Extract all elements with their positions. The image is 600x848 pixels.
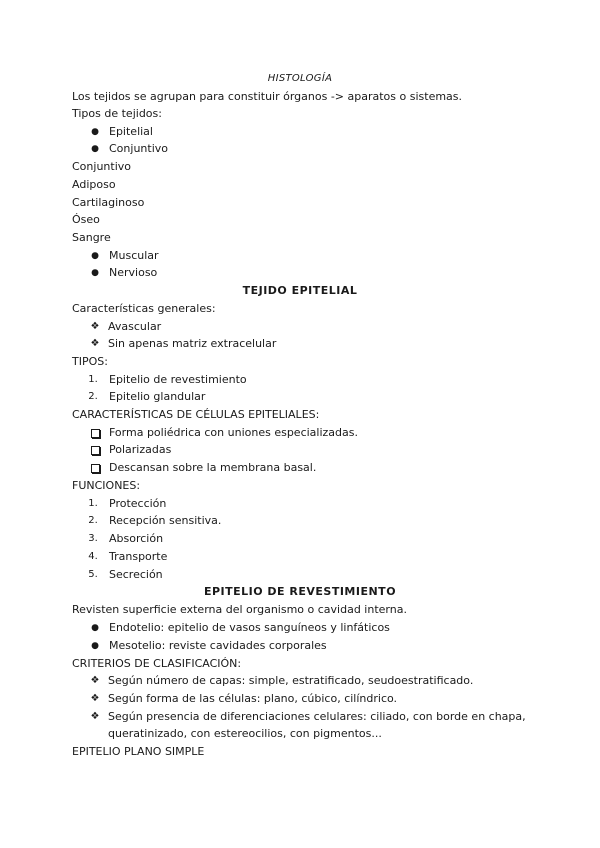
diamond-bullet-icon: ❖ xyxy=(90,711,100,722)
intro-text: Los tejidos se agrupan para constituir órganos -> aparatos o sistemas. xyxy=(72,90,463,103)
heading-epitelial: TEJIDO EPITELIAL xyxy=(242,284,358,297)
diamond-bullet-icon: ❖ xyxy=(90,338,100,349)
conjuntivo-line: Adiposo xyxy=(72,178,116,191)
diamond-bullet-icon: ❖ xyxy=(90,693,100,704)
heading-revestimiento: EPITELIO DE REVESTIMIENTO xyxy=(203,585,397,598)
criterios-label: CRITERIOS DE CLASIFICACIÓN: xyxy=(72,657,242,670)
conjuntivo-line: Óseo xyxy=(72,213,100,226)
reviste-text: Revisten superficie externa del organismo o cavidad interna. xyxy=(72,603,407,616)
list-number: 2. xyxy=(88,515,98,526)
celulas-label: CARACTERÍSTICAS DE CÉLULAS EPITELIALES: xyxy=(72,408,320,421)
list-number: 4. xyxy=(88,551,98,562)
criterios-continuation: queratinizado, con estereocilios, con pigmentos... xyxy=(108,727,382,740)
list-number: 3. xyxy=(88,533,98,544)
list-number: 2. xyxy=(88,391,98,402)
checkbox-bullet-icon xyxy=(88,426,102,443)
final-label: EPITELIO PLANO SIMPLE xyxy=(72,745,205,758)
conjuntivo-line: Sangre xyxy=(72,231,111,244)
list-number: 1. xyxy=(88,498,98,509)
funciones-label: FUNCIONES: xyxy=(72,479,141,492)
document-page: HISTOLOGÍA Los tejidos se agrupan para constituir órganos -> aparatos o sistemas. Tipos de tejidos: ● Epitelial ● Conjuntivo Conjuntivo Adiposo Cartilaginoso Óseo Sangre ● Muscular ● Nervioso TEJIDO EPITELIAL Características generales: ❖ Avascular ❖ Sin apenas matriz extracelular TIPOS: 1. Epitelio de revestimiento 2. Epitelio glandular CARACTERÍSTICAS DE CÉLULAS EPITELIALES: Forma poliédrica con uniones especializadas. Polarizadas Descansan sobre la membrana basal. FUNCIONES: 1. Protección 2. Recepción sensitiva. 3. Absorción 4. Transporte 5. Secreción EPITELIO DE REVESTIMIENTO Revisten superficie externa del organismo o cavidad interna. ● Endotelio: epitelio de vasos sanguíneos y linfáticos ● Mesotelio: reviste cavidades corporales CRITERIOS DE CLASIFICACIÓN: ❖ Según número de capas: simple, estratificado, seudoestratificado. ❖ Según forma de las células: plano, cúbico, cilíndrico. ❖ Según presencia de diferenciaciones celulares: ciliado, con borde en chapa, queratinizado, con estereocilios, con pigmentos... EPITELIO PLANO SIMPLE xyxy=(0,0,600,848)
bullet-icon: ● xyxy=(91,127,99,137)
list-number: 1. xyxy=(88,374,98,385)
diamond-bullet-icon: ❖ xyxy=(90,321,100,332)
caracteristicas-label: Características generales: xyxy=(72,302,216,315)
document-title: HISTOLOGÍA xyxy=(267,73,333,84)
bullet-icon: ● xyxy=(91,623,99,633)
list-number: 5. xyxy=(88,569,98,580)
bullet-icon: ● xyxy=(91,268,99,278)
tipos-label: Tipos de tejidos: xyxy=(72,107,162,120)
bullet-icon: ● xyxy=(91,251,99,261)
diamond-bullet-icon: ❖ xyxy=(90,675,100,686)
conjuntivo-line: Conjuntivo xyxy=(72,160,131,173)
tipos2-label: TIPOS: xyxy=(72,355,108,368)
checkbox-bullet-icon xyxy=(88,461,102,478)
bullet-icon: ● xyxy=(91,144,99,154)
bullet-icon: ● xyxy=(91,641,99,651)
checkbox-bullet-icon xyxy=(88,443,102,460)
conjuntivo-line: Cartilaginoso xyxy=(72,196,145,209)
